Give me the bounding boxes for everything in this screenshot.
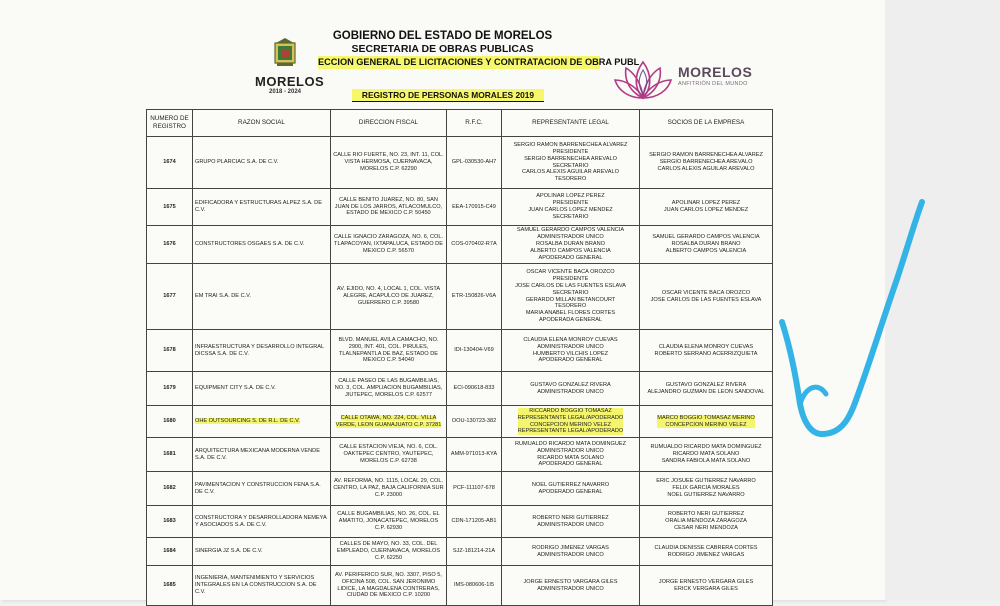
- row-socios: CLAUDIA DENISSE CABRERA CORTES RODRIGO JIMENEZ VARGAS: [640, 538, 773, 566]
- row-rfc: AMM-971013-KYA: [447, 438, 502, 472]
- row-num: 1677: [147, 264, 193, 330]
- lotus-flower-icon: [612, 50, 674, 106]
- table-row: [147, 137, 773, 189]
- header-socios: SOCIOS DE LA EMPRESA: [640, 110, 773, 137]
- row-num: 1685: [147, 566, 193, 606]
- row-representante: RODRIGO JIMENEZ VARGAS ADMINISTRADOR UNICO: [502, 538, 640, 566]
- row-representante: SAMUEL GERARDO CAMPOS VALENCIA ADMINISTRADOR UNICO ROSALBA DURAN BRANO ALBERTO CAMPOS VALENCIA APODERADO GENERAL: [502, 226, 640, 264]
- row-direccion: CALLE ESTACION VIEJA, NO. 6, COL. OAKTEPEC CENTRO, YAUTEPEC, MORELOS C.P. 62738: [331, 438, 447, 472]
- header-razon: RAZON SOCIAL: [193, 110, 331, 137]
- row-razon: CONSTRUCTORES OSGAES S.A. DE C.V.: [193, 226, 331, 264]
- row-direccion: CALLE IGNACIO ZARAGOZA, NO. 6, COL. TLAPACOYAN, IXTAPALUCA, ESTADO DE MEXICO C.P. 56570: [331, 226, 447, 264]
- header-direccion: DIRECCION FISCAL: [331, 110, 447, 137]
- row-socios: MARCO BOGGIO TOMASAZ MERINO CONCEPCION MERINO VELEZ: [657, 414, 755, 428]
- row-socios: ERIC JOSUEE GUTIERREZ NAVARRO FELIX GARCIA MORALES NOEL GUTIERREZ NAVARRO: [640, 472, 773, 506]
- row-representante: CLAUDIA ELENA MONROY CUEVAS ADMINISTRADOR UNICO HUMBERTO VILCHIS LOPEZ APODERADO GENERAL: [502, 330, 640, 372]
- row-representante: OSCAR VICENTE BACA OROZCO PRESIDENTE JOSE CARLOS DE LAS FUENTES ESLAVA SECRETARIO GERARDO MILLAN BETANCOURT TESORERO MARIA ANABEL FLORES CORTES APODERADA GENERAL: [502, 264, 640, 330]
- handwritten-checkmark-icon: [770, 172, 940, 472]
- logo-right-subtitle: ANFITRIÓN DEL MUNDO: [678, 81, 748, 87]
- row-razon: INFRAESTRUCTURA Y DESARROLLO INTEGRAL DICSSA S.A. DE C.V.: [193, 330, 331, 372]
- row-socios: RUMUALDO RICARDO MATA DOMINGUEZ RICARDO MATA SOLANO SANDRA FABIOLA MATA SOLANO: [640, 438, 773, 472]
- row-direccion: AV. EJIDO, NO. 4, LOCAL 1, COL. VISTA ALEGRE, ACAPULCO DE JUAREZ, GUERRERO C.P. 39580: [331, 264, 447, 330]
- row-razon: PAVIMENTACION Y CONSTRUCCION FENA S.A. DE C.V.: [193, 472, 331, 506]
- logo-left-name: MORELOS: [255, 74, 325, 89]
- row-socios: JORGE ERNESTO VERGARA GILES ERICK VERGARA GILES: [640, 566, 773, 606]
- row-razon: EM TRAI S.A. DE C.V.: [193, 264, 331, 330]
- row-direccion: CALLE BUGAMBILIAS, NO. 26, COL. EL AMATITO, JONACATEPEC, MORELOS C.P. 62930: [331, 506, 447, 538]
- header-representante: REPRESENTANTE LEGAL: [502, 110, 640, 137]
- row-rfc: COS-070402-R7A: [447, 226, 502, 264]
- header-registro-title: REGISTRO DE PERSONAS MORALES 2019: [352, 89, 544, 102]
- row-num: 1676: [147, 226, 193, 264]
- header-rfc: R.F.C.: [447, 110, 502, 137]
- row-rfc: IDI-130404-V69: [447, 330, 502, 372]
- row-representante: ROBERTO NERI GUTIERREZ ADMINISTRADOR UNICO: [502, 506, 640, 538]
- row-rfc: GPL-030530-AH7: [447, 137, 502, 189]
- row-rfc: ECI-090618-833: [447, 372, 502, 406]
- row-rfc: EEA-170915-C49: [447, 189, 502, 226]
- row-socios: SAMUEL GERARDO CAMPOS VALENCIA ROSALBA DURAN BRANO ALBERTO CAMPOS VALENCIA: [640, 226, 773, 264]
- logo-left-years: 2018 - 2024: [268, 89, 302, 95]
- row-representante: RUMUALDO RICARDO MATA DOMINGUEZ ADMINISTRADOR UNICO RICARDO MATA SOLANO APODERADO GENERAL: [502, 438, 640, 472]
- row-razon: OHE OUTSOURCING S. DE R.L. DE C.V.: [195, 418, 300, 424]
- row-rfc: ETR-150826-V6A: [447, 264, 502, 330]
- row-socios: ROBERTO NERI GUTIERREZ ORALIA MENDOZA ZARAGOZA CESAR NERI MENDOZA: [640, 506, 773, 538]
- row-socios: CLAUDIA ELENA MONROY CUEVAS ROBERTO SERRANO ACERRIZQUIETA: [640, 330, 773, 372]
- row-num: 1683: [147, 506, 193, 538]
- row-num: 1682: [147, 472, 193, 506]
- table-row: [147, 506, 773, 538]
- row-rfc: OOU-130723-382: [447, 406, 502, 438]
- registro-table: [146, 109, 773, 606]
- row-razon: EDIFICADORA Y ESTRUCTURAS ALPEZ S.A. DE C.V.: [193, 189, 331, 226]
- table-row: [147, 330, 773, 372]
- row-razon: SINERGIA JZ S.A. DE C.V.: [193, 538, 331, 566]
- header-government: GOBIERNO DEL ESTADO DE MORELOS: [332, 30, 553, 42]
- table-row: [147, 438, 773, 472]
- row-rfc: IMS-080606-1I5: [447, 566, 502, 606]
- row-representante: SERGIO RAMON BARRENECHEA ALVAREZ PRESIDENTE SERGIO BARRENECHEA AREVALO SECRETARIO CARLOS ALEXIS AGUILAR AREVALO TESORERO: [502, 137, 640, 189]
- header-direccion-highlighted: ECCION GENERAL DE LICITACIONES Y CONTRATACION DE OBRA PUBL: [318, 57, 640, 67]
- row-representante: RICCARDO BOGGIO TOMASAZ REPRESENTANTE LEGAL/APODERADO CONCEPCION MERINO VELEZ REPRESENTANTE LEGAL/APODERADO: [517, 407, 624, 435]
- row-socios: APOLINAR LOPEZ PEREZ JUAN CARLOS LOPEZ MENDEZ: [640, 189, 773, 226]
- row-num: 1674: [147, 137, 193, 189]
- row-num: 1681: [147, 438, 193, 472]
- row-num: 1680: [147, 406, 193, 438]
- row-num: 1678: [147, 330, 193, 372]
- row-rfc: PCF-111107-678: [447, 472, 502, 506]
- row-razon: ARQUITECTURA MEXICANA MODERNA VENDE S.A. DE C.V.: [193, 438, 331, 472]
- row-num: 1675: [147, 189, 193, 226]
- row-razon: CONSTRUCTORA Y DESARROLLADORA NEMEYA Y ASOCIADOS S.A. DE C.V.: [193, 506, 331, 538]
- row-num: 1679: [147, 372, 193, 406]
- morelos-anfitrion-logo: [612, 50, 782, 106]
- table-row: [147, 372, 773, 406]
- row-direccion: CALLE RIO FUERTE, NO. 23, INT. 11, COL. VISTA HERMOSA, CUERNAVACA, MORELOS C.P. 62290: [331, 137, 447, 189]
- table-row: [147, 226, 773, 264]
- header-num: NUMERO DE REGISTRO: [147, 110, 193, 137]
- row-direccion: BLVD. MANUEL AVILA CAMACHO, NO. 2900, INT. 401, COL. PIRULES, TLALNEPANTLA DE BAZ, ESTADO DE MEXICO C.P. 54040: [331, 330, 447, 372]
- row-representante: APOLINAR LOPEZ PEREZ PRESIDENTE JUAN CARLOS LOPEZ MENDEZ SECRETARIO: [502, 189, 640, 226]
- row-razon: GRUPO PLARCIAC S.A. DE C.V.: [193, 137, 331, 189]
- row-direccion: CALLES DE MAYO, NO. 33, COL. DEL EMPLEADO, CUERNAVACA, MORELOS C.P. 62250: [331, 538, 447, 566]
- table-row: [147, 472, 773, 506]
- row-representante: NOEL GUTIERREZ NAVARRO APODERADO GENERAL: [502, 472, 640, 506]
- table-row: [147, 566, 773, 606]
- row-razon: INGENIERIA, MANTENIMIENTO Y SERVICIOS INTEGRALES EN LA CONSTRUCCION S.A. DE C.V.: [193, 566, 331, 606]
- row-direccion: CALLE BENITO JUAREZ, NO. 80, SAN JUAN DE LOS JARROS, ATLACOMULCO, ESTADO DE MEXICO C.P. 50450: [331, 189, 447, 226]
- logo-right-name: MORELOS: [678, 64, 753, 80]
- row-direccion: CALLE PASEO DE LAS BUGAMBILIAS, NO. 3, COL. AMPLIACION BUGAMBILIAS, JIUTEPEC, MORELOS C.P. 62577: [331, 372, 447, 406]
- row-representante: GUSTAVO GONZALEZ RIVERA ADMINISTRADOR UNICO: [502, 372, 640, 406]
- row-representante: JORGE ERNESTO VARGARA GILES ADMINISTRADOR UNICO: [502, 566, 640, 606]
- row-num: 1684: [147, 538, 193, 566]
- table-header-row: [147, 110, 773, 137]
- row-direccion: AV. PERIFERICO SUR, NO. 3307, PISO 5, OFICINA 508, COL. SAN JERONIMO LIDICE, LA MAGDALENA CONTRERAS, CIUDAD DE MEXICO C.P. 10200: [331, 566, 447, 606]
- row-socios: GUSTAVO GONZALEZ RIVERA ALEJANDRO GUZMAN DE LEON SANDOVAL: [640, 372, 773, 406]
- table-row: [147, 189, 773, 226]
- row-socios: SERGIO RAMON BARRENECHEA ALVAREZ SERGIO BARRENECHEA AREVALO CARLOS ALEXIS AGUILAR AREVALO: [640, 137, 773, 189]
- header-secretaria: SECRETARIA DE OBRAS PUBLICAS: [351, 43, 534, 55]
- row-razon: EQUIPMENT CITY S.A. DE C.V.: [193, 372, 331, 406]
- row-socios: OSCAR VICENTE BACA OROZCO JOSE CARLOS DE LAS FUENTES ESLAVA: [640, 264, 773, 330]
- table-row: [147, 538, 773, 566]
- row-direccion: CALLE OTAWA, NO. 224, COL. VILLA VERDE, LEON GUANAJUATO C.P. 37281: [335, 414, 442, 428]
- table-row-highlighted: [147, 406, 773, 438]
- row-direccion: AV. REFORMA, NO. 1115, LOCAL 29, COL. CENTRO, LA PAZ, BAJA CALIFORNIA SUR C.P. 23000: [331, 472, 447, 506]
- row-rfc: SJZ-181214-21A: [447, 538, 502, 566]
- table-row: [147, 264, 773, 330]
- row-rfc: CDN-171205-AB1: [447, 506, 502, 538]
